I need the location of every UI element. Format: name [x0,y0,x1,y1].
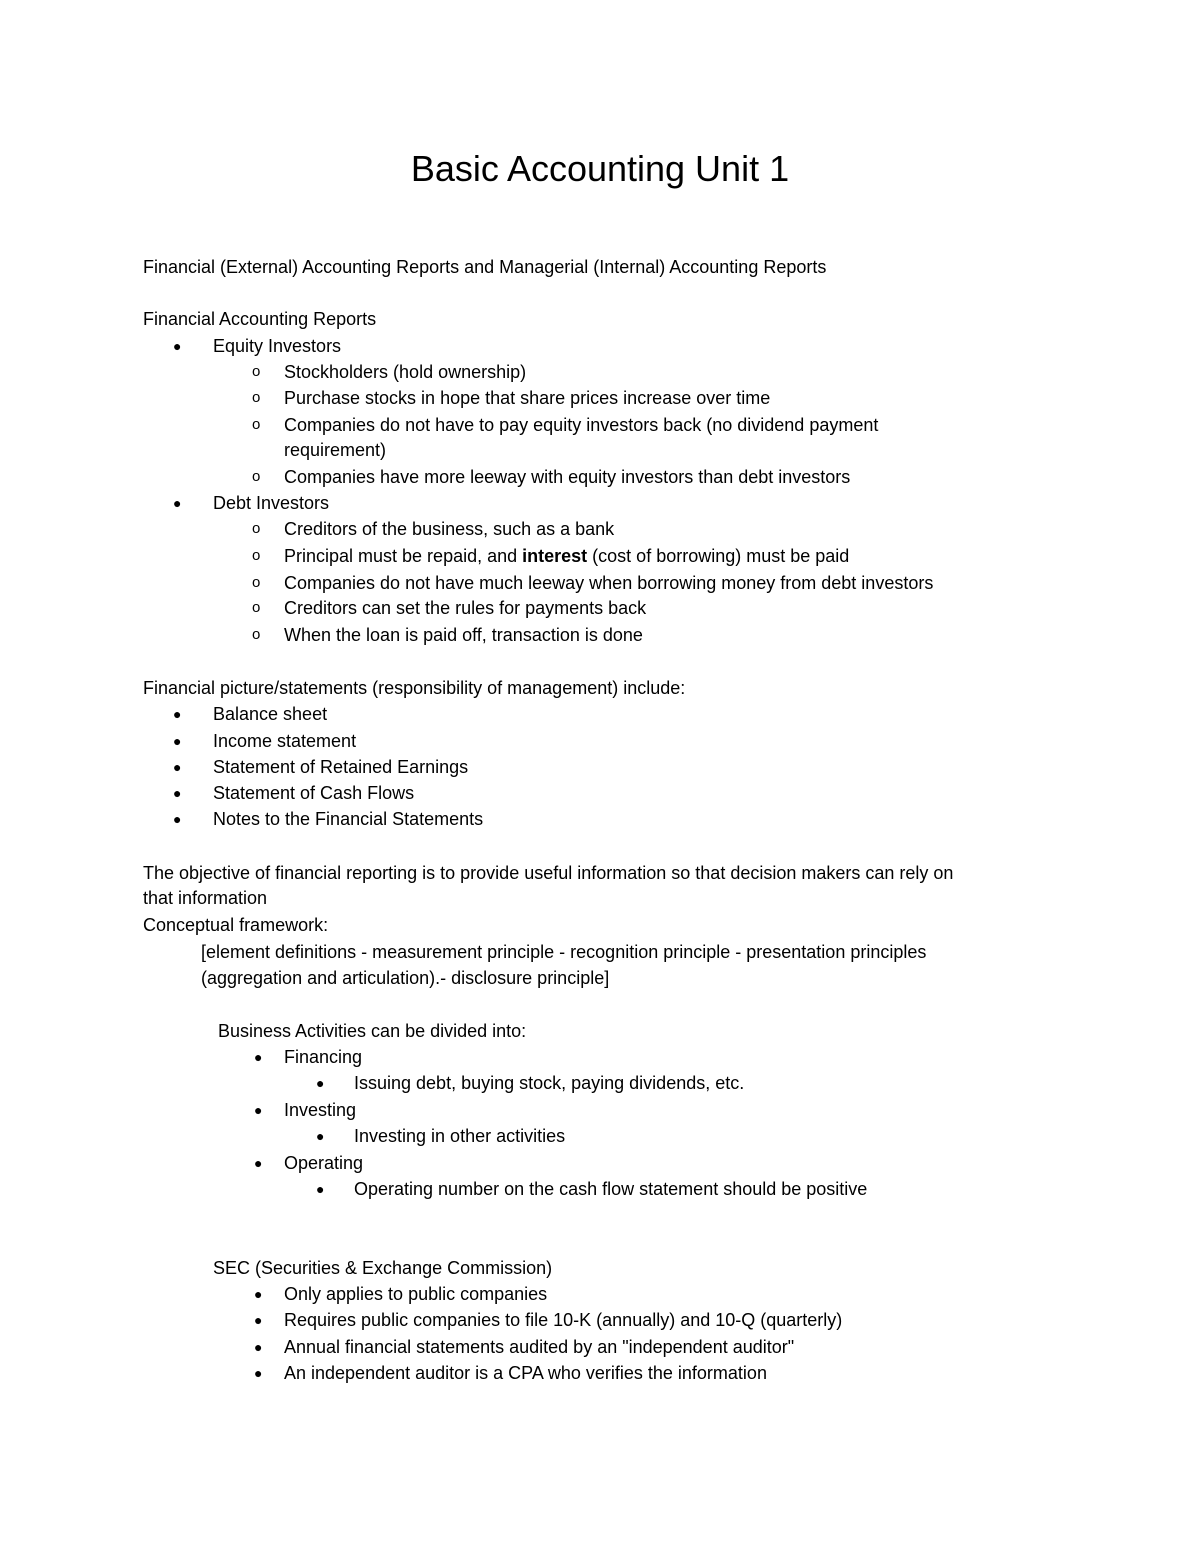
circle-bullet-icon: o [252,389,261,406]
list-item: When the loan is paid off, transaction is done [284,625,643,645]
list-item: An independent auditor is a CPA who verifies the information [284,1363,767,1383]
list-item: Stockholders (hold ownership) [284,362,527,382]
list-item-equity-investors: Equity Investors [213,336,342,356]
framework-text: [element definitions - measurement principle - recognition principle - presentation principles [201,942,927,962]
list-item-continuation: requirement) [284,440,387,460]
section-heading-activities: Business Activities can be divided into: [218,1021,527,1041]
bullet-icon: ● [254,1049,263,1065]
text-span: (cost of borrowing) must be paid [587,546,850,566]
subtitle: Financial (External) Accounting Reports and Managerial (Internal) Accounting Reports [143,257,827,277]
bullet-icon: ● [173,785,182,801]
section-heading-financial-reports: Financial Accounting Reports [143,309,377,329]
bullet-icon: ● [316,1128,325,1144]
bullet-icon: ● [254,1102,263,1118]
circle-bullet-icon: o [252,547,261,564]
list-item: Annual financial statements audited by an "independent auditor" [284,1337,795,1357]
list-item: Income statement [213,731,357,751]
list-item: Investing in other activities [354,1126,566,1146]
bullet-icon: ● [254,1339,263,1355]
bullet-icon: ● [254,1155,263,1171]
text-span: Principal must be repaid, and [284,546,523,566]
list-item: Balance sheet [213,704,328,724]
circle-bullet-icon: o [252,599,261,616]
list-item: Purchase stocks in hope that share prices increase over time [284,388,771,408]
list-item-financing: Financing [284,1047,363,1067]
bullet-icon: ● [173,759,182,775]
bullet-icon: ● [316,1181,325,1197]
bold-term-interest: interest [522,546,588,566]
list-item: Companies have more leeway with equity investors than debt investors [284,467,851,487]
bullet-icon: ● [254,1365,263,1381]
bullet-icon: ● [173,338,182,354]
bullet-icon: ● [254,1312,263,1328]
list-item: Notes to the Financial Statements [213,809,484,829]
framework-label: Conceptual framework: [143,915,329,935]
list-item: Creditors can set the rules for payments back [284,598,647,618]
section-heading-statements: Financial picture/statements (responsibility of management) include: [143,678,686,698]
list-item: Operating number on the cash flow statement should be positive [354,1179,868,1199]
list-item-debt-investors: Debt Investors [213,493,330,513]
list-item: Only applies to public companies [284,1284,548,1304]
objective-text-continuation: that information [143,888,268,908]
circle-bullet-icon: o [252,363,261,380]
bullet-icon: ● [316,1075,325,1091]
list-item: Requires public companies to file 10-K (annually) and 10-Q (quarterly) [284,1310,843,1330]
list-item [284,543,849,569]
bullet-icon: ● [254,1286,263,1302]
list-item: Issuing debt, buying stock, paying dividends, etc. [354,1073,745,1093]
list-item-operating: Operating [284,1153,364,1173]
list-item-investing: Investing [284,1100,357,1120]
section-heading-sec: SEC (Securities & Exchange Commission) [213,1258,553,1278]
list-item: Statement of Cash Flows [213,783,415,803]
circle-bullet-icon: o [252,416,261,433]
bullet-icon: ● [173,706,182,722]
list-item: Creditors of the business, such as a bank [284,519,615,539]
list-item: Companies do not have much leeway when borrowing money from debt investors [284,573,934,593]
bullet-icon: ● [173,495,182,511]
list-item: Statement of Retained Earnings [213,757,469,777]
circle-bullet-icon: o [252,574,261,591]
framework-text-continuation: (aggregation and articulation).- disclosure principle] [201,968,610,988]
objective-text: The objective of financial reporting is to provide useful information so that decision makers can rely on [143,863,954,883]
circle-bullet-icon: o [252,626,261,643]
circle-bullet-icon: o [252,468,261,485]
bullet-icon: ● [173,811,182,827]
bullet-icon: ● [173,733,182,749]
list-item: Companies do not have to pay equity investors back (no dividend payment [284,415,879,435]
page-title: Basic Accounting Unit 1 [410,148,790,189]
circle-bullet-icon: o [252,520,261,537]
